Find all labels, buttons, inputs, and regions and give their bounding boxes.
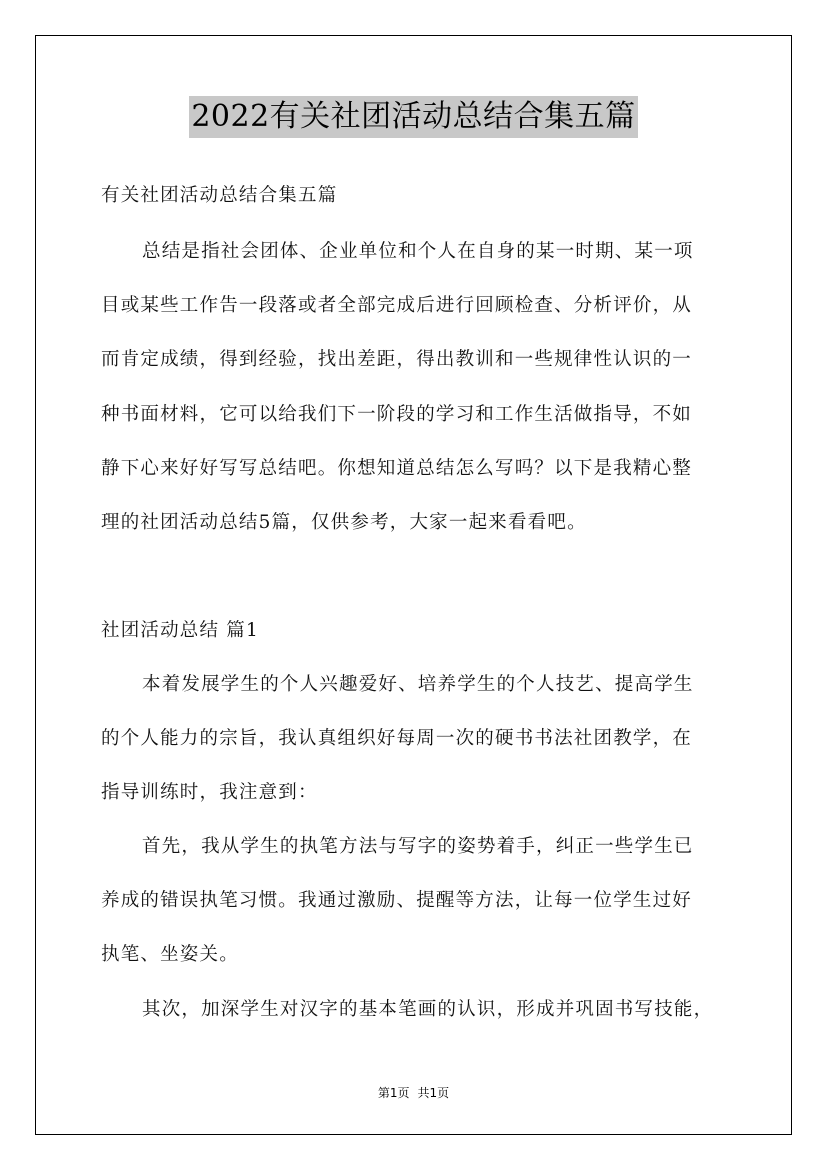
paragraph-line: 执笔、坐姿关。 (101, 944, 239, 965)
subtitle-line: 有关社团活动总结合集五篇 (101, 185, 338, 206)
page-total: 共1页 (417, 1086, 450, 1100)
section-heading: 社团活动总结 篇1 (101, 620, 259, 641)
paragraph-line: 的个人能力的宗旨，我认真组织好每周一次的硬书书法社团教学，在 (101, 728, 693, 749)
paragraph-line: 养成的错误执笔习惯。我通过激励、提醒等方法，让每一位学生过好 (101, 890, 693, 911)
page-number: 第1页 (377, 1086, 410, 1100)
paragraph-line: 其次，加深学生对汉字的基本笔画的认识，形成并巩固书写技能， (142, 999, 714, 1020)
paragraph-line: 本着发展学生的个人兴趣爱好、培养学生的个人技艺、提高学生 (142, 674, 694, 695)
paragraph-line: 静下心来好好写写总结吧。你想知道总结怎么写吗？以下是我精心整 (101, 458, 693, 479)
paragraph-line: 目或某些工作告一段落或者全部完成后进行回顾检查、分析评价，从 (101, 295, 693, 316)
title-wrap (0, 96, 827, 138)
paragraph-line: 指导训练时，我注意到： (101, 782, 318, 803)
page-footer (0, 1084, 827, 1101)
paragraph-line: 总结是指社会团体、企业单位和个人在自身的某一时期、某一项 (142, 241, 694, 262)
document-title: 2022有关社团活动总结合集五篇 (189, 96, 637, 138)
paragraph-line: 首先，我从学生的执笔方法与写字的姿势着手，纠正一些学生已 (142, 836, 694, 857)
paragraph-line: 理的社团活动总结5篇，仅供参考，大家一起来看看吧。 (101, 512, 587, 533)
paragraph-line: 种书面材料，它可以给我们下一阶段的学习和工作生活做指导，不如 (101, 404, 693, 425)
paragraph-line: 而肯定成绩，得到经验，找出差距，得出教训和一些规律性认识的一 (101, 349, 693, 370)
